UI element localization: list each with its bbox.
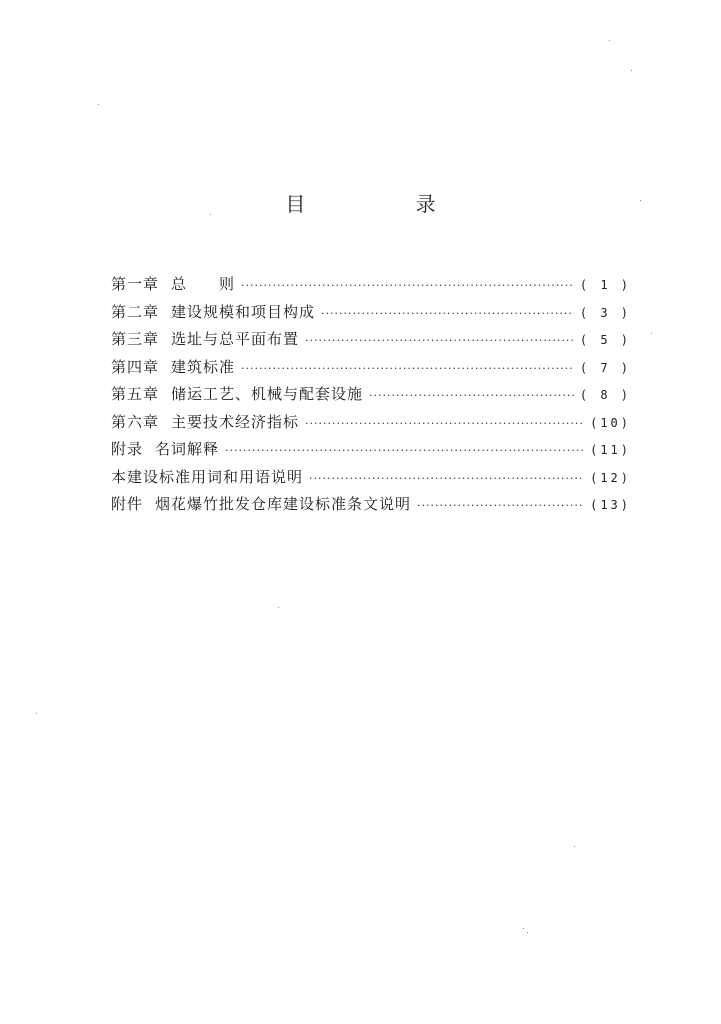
toc-leader-dots (417, 499, 584, 512)
toc-entry[interactable] (111, 466, 631, 494)
scan-speck (574, 846, 575, 847)
scan-speck (609, 40, 610, 41)
toc-leader-dots (321, 307, 574, 320)
table-of-contents (111, 273, 631, 521)
toc-leader-dots (305, 417, 584, 430)
toc-leader-dots (241, 362, 574, 375)
toc-page-number: ( 8 ) (579, 388, 631, 402)
toc-page-number: (12) (590, 470, 631, 485)
toc-page-number: ( 5 ) (579, 333, 631, 347)
toc-page-number: ( 3 ) (579, 305, 631, 320)
toc-entry[interactable] (111, 411, 631, 439)
toc-entry-title: 烟花爆竹批发仓库建设标准条文说明 (155, 495, 412, 513)
toc-entry-title: 储运工艺、机械与配套设施 (171, 385, 364, 403)
toc-page-number: (11) (590, 443, 631, 457)
toc-leader-dots (241, 279, 574, 292)
toc-leader-dots (309, 472, 584, 485)
toc-title: 目 录 (285, 192, 488, 216)
toc-leader-dots (225, 444, 584, 457)
toc-entry-title: 主要技术经济指标 (171, 412, 300, 431)
toc-entry[interactable] (111, 301, 631, 329)
toc-entry[interactable] (111, 493, 631, 521)
toc-page-number: ( 7 ) (579, 360, 631, 375)
toc-entry[interactable] (111, 273, 631, 301)
toc-entry-title: 建设规模和项目构成 (171, 302, 316, 321)
scan-speck (640, 200, 641, 201)
scan-speck (278, 607, 279, 608)
toc-leader-dots (305, 334, 574, 347)
toc-entry-title: 本建设标准用词和用语说明 (111, 467, 304, 486)
scan-speck (523, 928, 524, 929)
toc-entry-title: 名词解释 (155, 440, 220, 458)
toc-chapter-label: 第三章 (111, 330, 160, 348)
toc-page-number: (13) (590, 498, 631, 512)
scan-speck (651, 333, 652, 334)
toc-chapter-label: 第五章 (111, 385, 160, 403)
toc-entry[interactable] (111, 438, 631, 466)
toc-chapter-label: 附件 (111, 495, 144, 513)
toc-chapter-label: 第四章 (111, 357, 160, 376)
toc-entry-title: 总 则 (171, 275, 236, 293)
scan-speck (631, 70, 632, 71)
toc-entry-title: 选址与总平面布置 (171, 330, 300, 348)
toc-chapter-label: 第六章 (111, 412, 160, 431)
toc-page-number: (10) (590, 415, 631, 430)
toc-entry-title: 建筑标准 (171, 357, 236, 376)
toc-entry[interactable] (111, 328, 631, 356)
scan-speck (36, 713, 37, 714)
toc-leader-dots (369, 389, 574, 402)
scan-speck (527, 932, 528, 933)
toc-entry[interactable] (111, 356, 631, 384)
scan-speck (98, 104, 99, 105)
scan-speck (210, 214, 211, 215)
toc-entry[interactable] (111, 383, 631, 411)
toc-chapter-label: 第一章 (111, 275, 160, 293)
toc-page-number: ( 1 ) (579, 278, 631, 292)
toc-chapter-label: 第二章 (111, 302, 160, 321)
toc-chapter-label: 附录 (111, 440, 144, 458)
